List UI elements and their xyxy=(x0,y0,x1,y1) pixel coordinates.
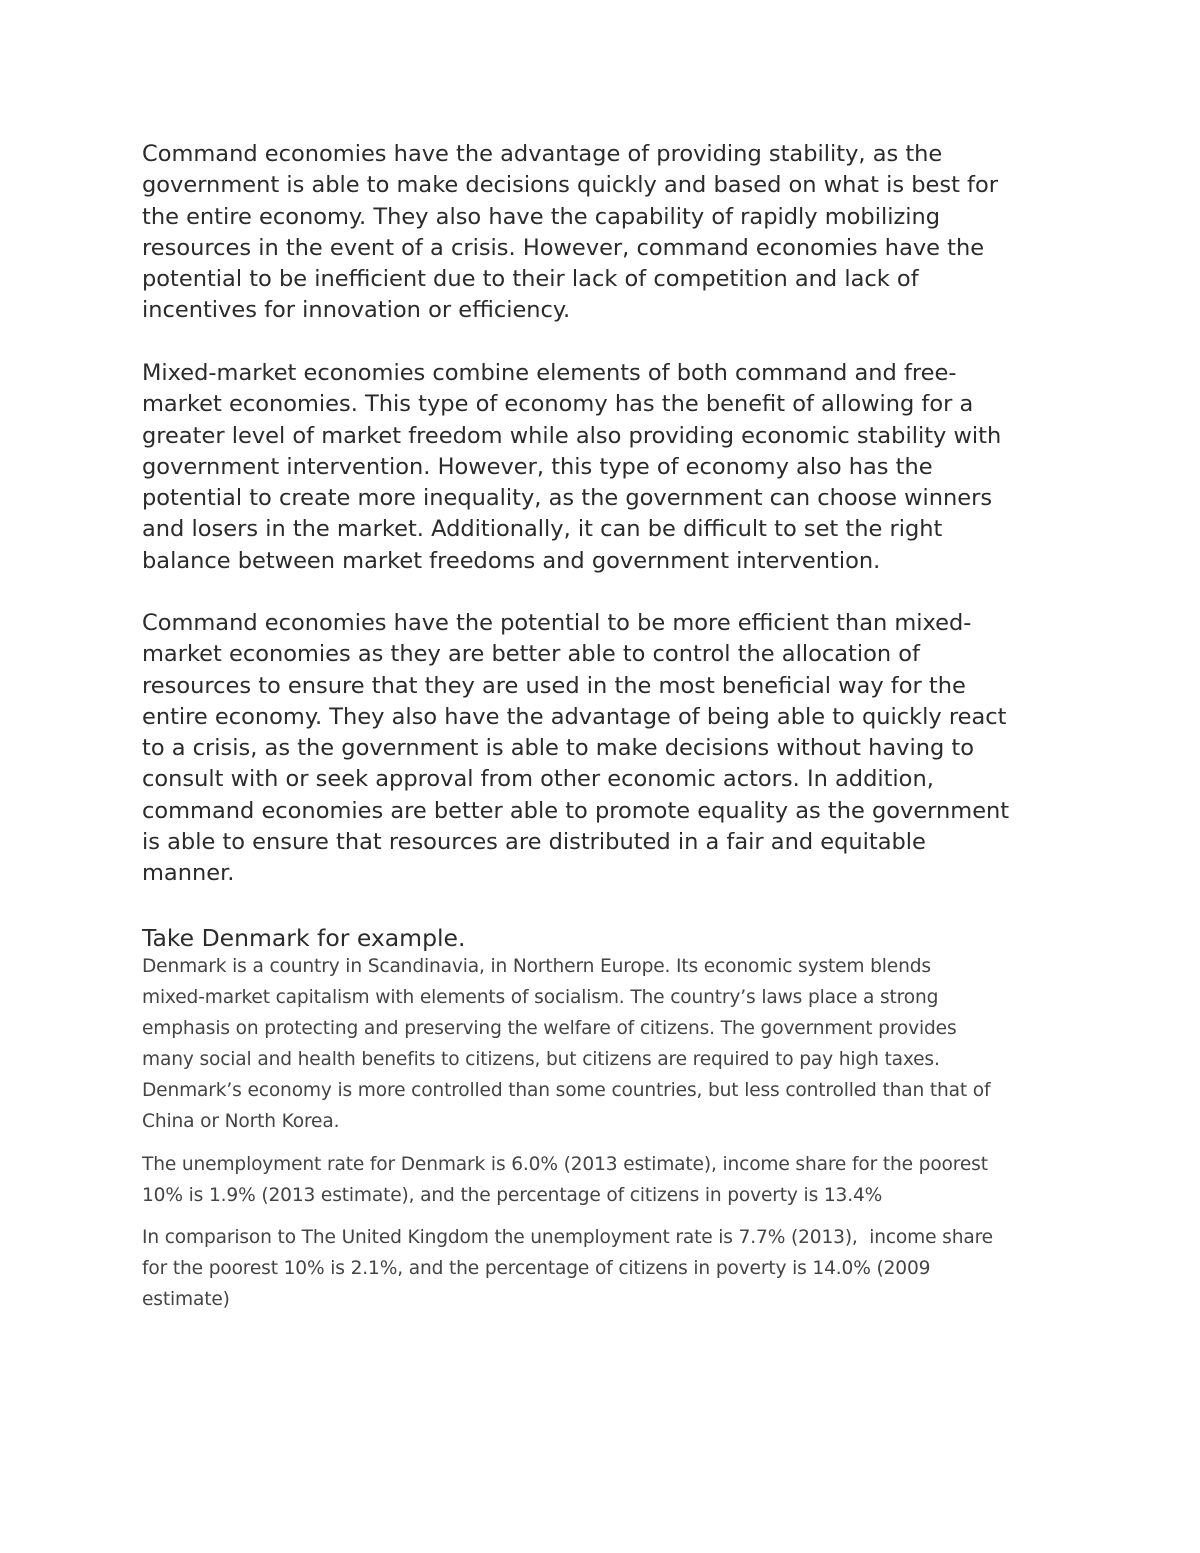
text-line: for the poorest 10% is 2.1%, and the percentage of citizens in poverty is 14.0% (2009 xyxy=(142,1258,931,1279)
text-line: The unemployment rate for Denmark is 6.0% (2013 estimate), income share for the poorest xyxy=(142,1154,988,1175)
text-line: Command economies have the advantage of providing stability, as the xyxy=(142,141,943,167)
text-line: is able to ensure that resources are distributed in a fair and equitable xyxy=(142,829,926,856)
paragraph-mixed-market-economies xyxy=(142,358,1062,577)
text-line: potential to be inefficient due to their lack of competition and lack of xyxy=(142,266,919,293)
text-line: 10% is 1.9% (2013 estimate), and the percentage of citizens in poverty is 13.4% xyxy=(142,1185,883,1206)
text-line: balance between market freedoms and government intervention. xyxy=(142,547,881,574)
text-line: Command economies have the potential to be more efficient than mixed- xyxy=(142,610,972,636)
text-line: consult with or seek approval from other economic actors. In addition, xyxy=(142,766,934,793)
paragraph-command-economies-advantages xyxy=(142,139,1062,327)
text-line: incentives for innovation or efficiency. xyxy=(142,297,571,324)
text-line: market economies as they are better able to control the allocation of xyxy=(142,641,920,668)
paragraph-uk-comparison xyxy=(142,1222,1067,1315)
text-line: Denmark is a country in Scandinavia, in Northern Europe. Its economic system blends xyxy=(142,956,931,977)
text-line: to a crisis, as the government is able to make decisions without having to xyxy=(142,735,974,762)
text-line: many social and health benefits to citizens, but citizens are required to pay high taxes. xyxy=(142,1049,940,1070)
text-line: government intervention. However, this type of economy also has the xyxy=(142,453,933,480)
text-line: entire economy. They also have the advantage of being able to quickly react xyxy=(142,703,1007,730)
text-line: potential to create more inequality, as the government can choose winners xyxy=(142,485,993,512)
text-line: government is able to make decisions quickly and based on what is best for xyxy=(142,172,998,199)
paragraph-command-economies-efficiency xyxy=(142,608,1062,890)
text-line: command economies are better able to promote equality as the government xyxy=(142,797,1010,824)
text-line: market economies. This type of economy has the benefit of allowing for a xyxy=(142,391,974,418)
section-heading: Take Denmark for example. xyxy=(142,924,466,952)
text-line: estimate) xyxy=(142,1289,230,1310)
text-line: In comparison to The United Kingdom the unemployment rate is 7.7% (2013), income share xyxy=(142,1227,993,1248)
text-line: Denmark’s economy is more controlled than some countries, but less controlled than that of xyxy=(142,1080,991,1101)
paragraph-denmark-statistics xyxy=(142,1149,1067,1211)
text-line: mixed-market capitalism with elements of socialism. The country’s laws place a strong xyxy=(142,987,939,1008)
text-line: and losers in the market. Additionally, it can be difficult to set the right xyxy=(142,516,943,543)
text-line: resources in the event of a crisis. However, command economies have the xyxy=(142,234,985,261)
text-line: greater level of market freedom while also providing economic stability with xyxy=(142,422,1002,449)
paragraph-denmark-description xyxy=(142,951,1067,1137)
text-line: China or North Korea. xyxy=(142,1111,340,1132)
text-line: emphasis on protecting and preserving the welfare of citizens. The government provides xyxy=(142,1018,957,1039)
text-line: the entire economy. They also have the capability of rapidly mobilizing xyxy=(142,203,941,230)
text-line: Mixed-market economies combine elements of both command and free- xyxy=(142,360,957,386)
text-line: resources to ensure that they are used in the most beneficial way for the xyxy=(142,672,966,699)
text-line: manner. xyxy=(142,860,235,887)
